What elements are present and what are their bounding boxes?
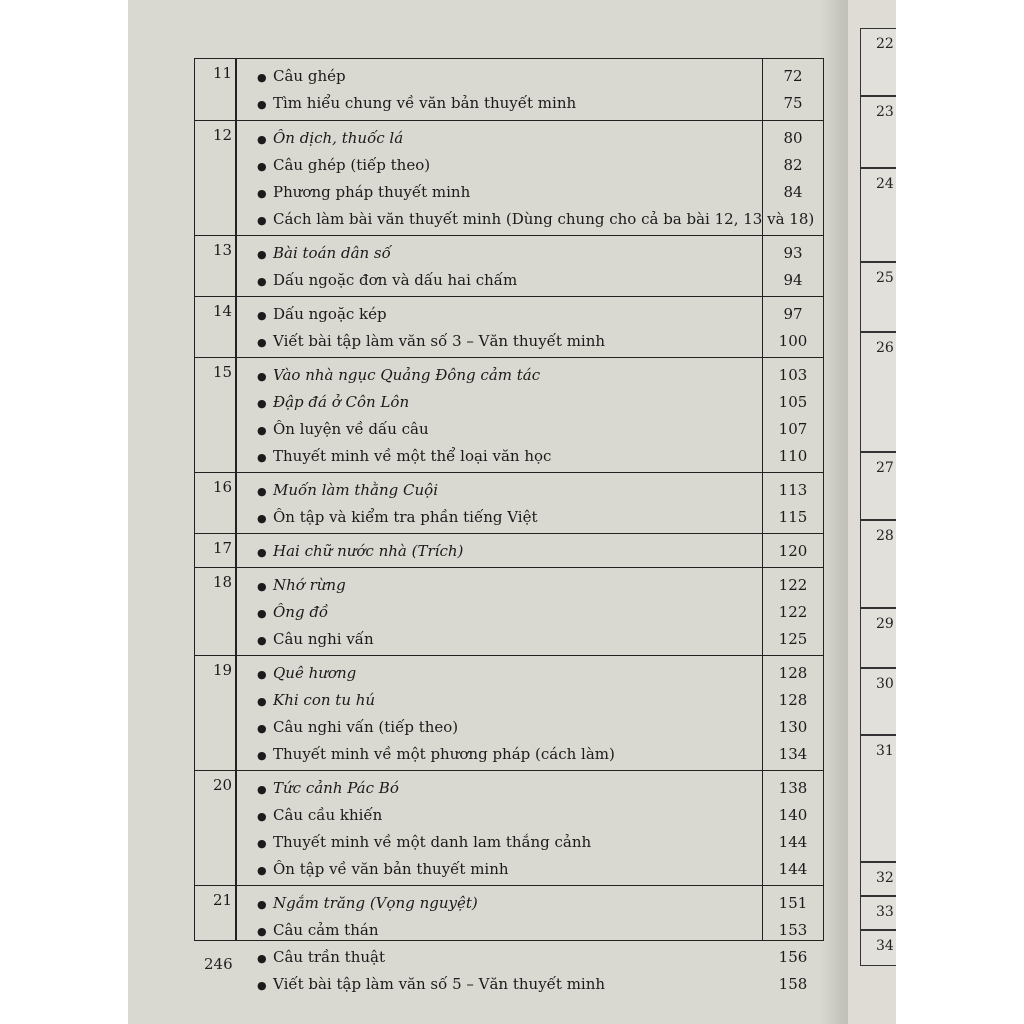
entry-title: Câu nghi vấn (tiếp theo): [273, 718, 459, 736]
entry-title: Thuyết minh về một danh lam thắng cảnh: [273, 833, 592, 851]
entry-title: Tìm hiểu chung về văn bản thuyết minh: [273, 94, 577, 112]
page-ref: 144: [778, 860, 808, 878]
bullet-icon: ●: [257, 634, 267, 647]
page-ref: 72: [783, 67, 803, 85]
entry-title: Dấu ngoặc kép: [273, 305, 387, 323]
week-number: 17: [213, 539, 233, 557]
facing-week-number: 26: [876, 340, 894, 356]
week-number: 16: [213, 478, 233, 496]
toc-entry: [257, 663, 763, 690]
entry-title: Dấu ngoặc đơn và dấu hai chấm: [273, 271, 518, 289]
page-ref: 75: [783, 94, 803, 112]
page-ref: 113: [778, 481, 808, 499]
page-ref: 107: [778, 420, 808, 438]
bullet-icon: ●: [257, 275, 267, 288]
bullet-icon: ●: [257, 248, 267, 261]
toc-entry: [257, 920, 763, 947]
page-ref: 151: [778, 894, 808, 912]
toc-entry: [257, 744, 763, 771]
bullet-icon: ●: [257, 749, 267, 762]
toc-entry: [257, 480, 763, 507]
bullet-icon: ●: [257, 607, 267, 620]
toc-entry: [257, 575, 763, 602]
entry-title: Vào nhà ngục Quảng Đông cảm tác: [273, 366, 541, 384]
toc-row: [195, 770, 823, 886]
facing-week-number: 34: [876, 938, 894, 954]
entry-title: Phương pháp thuyết minh: [273, 183, 471, 201]
bullet-icon: ●: [257, 214, 267, 227]
toc-row: [195, 120, 823, 236]
page-ref: 156: [778, 948, 808, 966]
bullet-icon: ●: [257, 783, 267, 796]
entry-title: Viết bài tập làm văn số 5 – Văn thuyết minh: [273, 975, 606, 993]
toc-entry: [257, 182, 763, 209]
toc-entry: [257, 392, 763, 419]
bullet-icon: ●: [257, 722, 267, 735]
entry-title: Câu nghi vấn: [273, 630, 374, 648]
page-ref: 93: [783, 244, 803, 262]
entry-title: Đập đá ở Côn Lôn: [273, 393, 410, 411]
entry-title: Thuyết minh về một thể loại văn học: [273, 447, 552, 465]
bullet-icon: ●: [257, 837, 267, 850]
entry-title: Ngắm trăng (Vọng nguyệt): [273, 894, 478, 912]
toc-entry: [257, 93, 763, 120]
toc-entry: [257, 690, 763, 717]
entry-title: Câu ghép: [273, 67, 346, 85]
page-ref: 128: [778, 691, 808, 709]
toc-entry: [257, 365, 763, 392]
bullet-icon: ●: [257, 71, 267, 84]
entry-title: Bài toán dân số: [273, 244, 391, 262]
bullet-icon: ●: [257, 668, 267, 681]
entry-title: Ôn tập và kiểm tra phần tiếng Việt: [273, 508, 538, 526]
entry-title: Viết bài tập làm văn số 3 – Văn thuyết minh: [273, 332, 606, 350]
entry-title: Câu cầu khiến: [273, 806, 383, 824]
bullet-icon: ●: [257, 424, 267, 437]
bullet-icon: ●: [257, 546, 267, 559]
toc-entry: [257, 602, 763, 629]
entry-title: Khi con tu hú: [273, 691, 376, 709]
toc-entry: [257, 893, 763, 920]
toc-row: [195, 357, 823, 473]
page-ref: 110: [778, 447, 808, 465]
entry-title: Tức cảnh Pác Bó: [273, 779, 399, 797]
toc-entry: [257, 304, 763, 331]
toc-entry: [257, 209, 815, 236]
facing-week-number: 25: [876, 270, 894, 286]
toc-entry: [257, 66, 763, 93]
entry-title: Câu cảm thán: [273, 921, 379, 939]
week-number: 11: [213, 64, 233, 82]
facing-week-number: 28: [876, 528, 894, 544]
page-ref: 134: [778, 745, 808, 763]
facing-week-number: 27: [876, 460, 894, 476]
page-ref: 100: [778, 332, 808, 350]
bullet-icon: ●: [257, 512, 267, 525]
toc-entry: [257, 446, 763, 473]
toc-entry: [257, 243, 763, 270]
toc-entry: [257, 859, 763, 886]
bullet-icon: ●: [257, 979, 267, 992]
toc-entry: [257, 507, 763, 534]
bullet-icon: ●: [257, 580, 267, 593]
week-number: 21: [213, 891, 233, 909]
bullet-icon: ●: [257, 695, 267, 708]
page-number: 246: [204, 955, 233, 973]
page-ref: 122: [778, 576, 808, 594]
week-number: 13: [213, 241, 233, 259]
toc-row: [195, 533, 823, 568]
week-number: 15: [213, 363, 233, 381]
entry-title: Ôn dịch, thuốc lá: [273, 129, 404, 147]
toc-entry: [257, 331, 763, 358]
page-ref: 158: [778, 975, 808, 993]
toc-entry: [257, 270, 763, 297]
facing-week-number: 29: [876, 616, 894, 632]
toc-entry: [257, 128, 763, 155]
bullet-icon: ●: [257, 98, 267, 111]
week-number: 12: [213, 126, 233, 144]
entry-title: Muốn làm thằng Cuội: [273, 481, 438, 499]
facing-week-number: 31: [876, 743, 894, 759]
bullet-icon: ●: [257, 370, 267, 383]
toc-row: [195, 655, 823, 771]
page-ref: 130: [778, 718, 808, 736]
toc-row: [195, 472, 823, 534]
facing-week-number: 32: [876, 870, 894, 886]
week-number: 18: [213, 573, 233, 591]
toc-row: [195, 59, 823, 120]
bullet-icon: ●: [257, 485, 267, 498]
bullet-icon: ●: [257, 925, 267, 938]
bullet-icon: ●: [257, 133, 267, 146]
toc-entry: [257, 717, 763, 744]
bullet-icon: ●: [257, 898, 267, 911]
page-ref: 94: [783, 271, 803, 289]
toc-entry: [257, 974, 763, 1001]
bullet-icon: ●: [257, 187, 267, 200]
page-ref: 128: [778, 664, 808, 682]
toc-entry: [257, 832, 763, 859]
entry-title: Câu trần thuật: [273, 948, 385, 966]
entry-title: Ông đồ: [273, 603, 329, 621]
entry-title: Cách làm bài văn thuyết minh (Dùng chung cho cả ba bài 12, 13 và 18): [273, 210, 815, 228]
page-ref: 115: [778, 508, 808, 526]
week-number: 19: [213, 661, 233, 679]
toc-entry: [257, 155, 763, 182]
week-number: 20: [213, 776, 233, 794]
entry-title: Câu ghép (tiếp theo): [273, 156, 431, 174]
page-ref: 140: [778, 806, 808, 824]
entry-title: Quê hương: [273, 664, 357, 682]
page-ref: 80: [783, 129, 803, 147]
page-ref: 138: [778, 779, 808, 797]
facing-week-number: 24: [876, 176, 894, 192]
page-ref: 97: [783, 305, 803, 323]
bullet-icon: ●: [257, 952, 267, 965]
page-ref: 103: [778, 366, 808, 384]
entry-title: Hai chữ nước nhà (Trích): [273, 542, 464, 560]
toc-entry: [257, 947, 763, 974]
bullet-icon: ●: [257, 810, 267, 823]
page-ref: 82: [783, 156, 803, 174]
bullet-icon: ●: [257, 160, 267, 173]
toc-entry: [257, 419, 763, 446]
facing-week-number: 23: [876, 104, 894, 120]
page-ref: 120: [778, 542, 808, 560]
week-number: 14: [213, 302, 233, 320]
facing-week-number: 33: [876, 904, 894, 920]
toc-entry: [257, 778, 763, 805]
entry-title: Ôn tập về văn bản thuyết minh: [273, 860, 509, 878]
facing-week-number: 30: [876, 676, 894, 692]
toc-entry: [257, 629, 763, 656]
entry-title: Ôn luyện về dấu câu: [273, 420, 429, 438]
toc-row: [195, 296, 823, 358]
toc-row: [195, 235, 823, 297]
entry-title: Nhớ rừng: [273, 576, 346, 594]
bullet-icon: ●: [257, 451, 267, 464]
bullet-icon: ●: [257, 864, 267, 877]
entry-title: Thuyết minh về một phương pháp (cách làm): [273, 745, 615, 763]
toc-entry: [257, 541, 763, 568]
bullet-icon: ●: [257, 397, 267, 410]
toc-row: [195, 885, 823, 1001]
toc-row: [195, 567, 823, 656]
page-ref: 125: [778, 630, 808, 648]
page-ref: 144: [778, 833, 808, 851]
page-ref: 122: [778, 603, 808, 621]
page-ref: 84: [783, 183, 803, 201]
toc-entry: [257, 805, 763, 832]
facing-week-number: 22: [876, 36, 894, 52]
bullet-icon: ●: [257, 336, 267, 349]
page-ref: 153: [778, 921, 808, 939]
bullet-icon: ●: [257, 309, 267, 322]
page-ref: 105: [778, 393, 808, 411]
